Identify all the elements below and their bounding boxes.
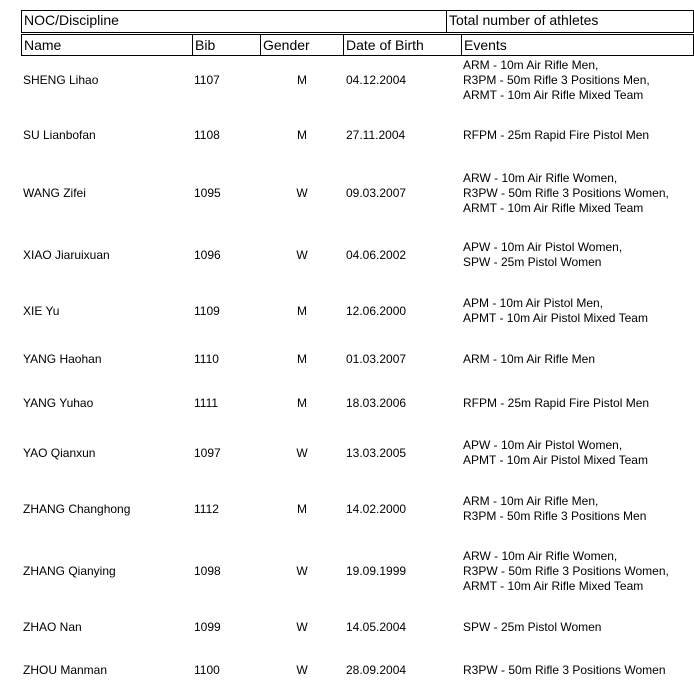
total-athletes-header — [446, 10, 694, 33]
discipline-label: NOC/Discipline — [24, 12, 119, 28]
event-line: ARW - 10m Air Rifle Women, — [463, 171, 618, 185]
event-line: ARMT - 10m Air Rifle Mixed Team — [463, 201, 644, 215]
athlete-dob: 01.03.2007 — [346, 352, 407, 366]
athlete-gender: W — [296, 248, 308, 262]
athlete-name: XIE Yu — [23, 304, 60, 318]
column-header-gender — [260, 34, 344, 56]
column-header-bib-label: Bib — [195, 37, 216, 53]
athlete-bib: 1112 — [194, 502, 219, 516]
athlete-events — [463, 549, 669, 594]
column-header-dob-label: Date of Birth — [346, 37, 424, 53]
athlete-gender: W — [296, 663, 308, 677]
athlete-bib: 1109 — [194, 304, 220, 318]
event-line: R3PM - 50m Rifle 3 Positions Men — [463, 509, 647, 523]
athlete-dob: 09.03.2007 — [346, 186, 407, 200]
event-line: ARM - 10m Air Rifle Men, — [463, 494, 599, 508]
athlete-gender: M — [297, 396, 307, 410]
athlete-bib: 1095 — [194, 186, 221, 200]
athlete-name: YANG Yuhao — [23, 396, 94, 410]
discipline-header — [21, 10, 447, 33]
event-line: SPW - 25m Pistol Women — [463, 620, 602, 634]
athlete-name: ZHANG Qianying — [23, 564, 116, 578]
athlete-events — [463, 352, 595, 367]
athlete-events — [463, 396, 649, 411]
athlete-name: ZHOU Manman — [23, 663, 108, 677]
event-line: ARM - 10m Air Rifle Men, — [463, 58, 599, 72]
athlete-dob: 04.12.2004 — [346, 73, 407, 87]
total-athletes-label: Total number of athletes — [449, 12, 599, 28]
athlete-dob: 13.03.2005 — [346, 446, 407, 460]
athlete-gender: M — [297, 304, 307, 318]
athlete-bib: 1099 — [194, 620, 221, 634]
event-line: APW - 10m Air Pistol Women, — [463, 240, 623, 254]
athlete-bib: 1111 — [194, 396, 219, 410]
event-line: R3PW - 50m Rifle 3 Positions Women, — [463, 186, 669, 200]
athlete-bib: 1107 — [194, 73, 220, 87]
athlete-events — [463, 240, 622, 270]
athlete-gender: M — [297, 128, 307, 142]
event-line: ARM - 10m Air Rifle Men — [463, 352, 596, 366]
athlete-name: YANG Haohan — [23, 352, 102, 366]
event-line: APM - 10m Air Pistol Men, — [463, 296, 604, 310]
event-line: APMT - 10m Air Pistol Mixed Team — [463, 311, 648, 325]
athlete-dob: 14.02.2000 — [346, 502, 407, 516]
column-header-events — [461, 34, 694, 56]
column-header-name — [21, 34, 193, 56]
athlete-events — [463, 663, 666, 678]
column-header-dob — [343, 34, 462, 56]
athlete-name: XIAO Jiaruixuan — [23, 248, 110, 262]
athlete-gender: W — [296, 564, 308, 578]
event-line: R3PW - 50m Rifle 3 Positions Women, — [463, 564, 669, 578]
athlete-name: SU Lianbofan — [23, 128, 96, 142]
column-header-name-label: Name — [24, 37, 62, 53]
event-line: ARMT - 10m Air Rifle Mixed Team — [463, 579, 644, 593]
athlete-dob: 18.03.2006 — [346, 396, 407, 410]
event-line: APMT - 10m Air Pistol Mixed Team — [463, 453, 648, 467]
column-header-bib — [192, 34, 261, 56]
athlete-events — [463, 438, 648, 468]
athlete-dob: 14.05.2004 — [346, 620, 407, 634]
athlete-bib: 1098 — [194, 564, 221, 578]
event-line: RFPM - 25m Rapid Fire Pistol Men — [463, 128, 650, 142]
athlete-dob: 27.11.2004 — [346, 128, 406, 142]
event-line: RFPM - 25m Rapid Fire Pistol Men — [463, 396, 650, 410]
athlete-events — [463, 171, 669, 216]
athlete-gender: W — [296, 186, 308, 200]
athlete-bib: 1096 — [194, 248, 221, 262]
event-line: APW - 10m Air Pistol Women, — [463, 438, 623, 452]
athlete-gender: W — [296, 446, 308, 460]
athlete-gender: W — [296, 620, 308, 634]
athlete-events — [463, 296, 648, 326]
event-line: SPW - 25m Pistol Women — [463, 255, 602, 269]
event-line: ARW - 10m Air Rifle Women, — [463, 549, 618, 563]
column-header-events-label: Events — [464, 37, 507, 53]
athlete-bib: 1110 — [194, 352, 219, 366]
column-header-gender-label: Gender — [263, 37, 310, 53]
athlete-name: ZHANG Changhong — [23, 502, 131, 516]
athlete-dob: 04.06.2002 — [346, 248, 407, 262]
event-line: ARMT - 10m Air Rifle Mixed Team — [463, 88, 644, 102]
athlete-gender: M — [297, 502, 307, 516]
athlete-gender: M — [297, 73, 307, 87]
athlete-name: SHENG Lihao — [23, 73, 99, 87]
event-line: R3PW - 50m Rifle 3 Positions Women — [463, 663, 666, 677]
athlete-bib: 1100 — [194, 663, 220, 677]
athlete-name: YAO Qianxun — [23, 446, 96, 460]
athlete-bib: 1108 — [194, 128, 220, 142]
athlete-dob: 19.09.1999 — [346, 564, 407, 578]
athlete-events — [463, 58, 650, 103]
athlete-events — [463, 494, 646, 524]
athlete-dob: 28.09.2004 — [346, 663, 407, 677]
athlete-gender: M — [297, 352, 307, 366]
athlete-events — [463, 128, 649, 143]
athlete-bib: 1097 — [194, 446, 221, 460]
athlete-name: WANG Zifei — [23, 186, 86, 200]
athlete-events — [463, 620, 601, 635]
athlete-dob: 12.06.2000 — [346, 304, 407, 318]
athlete-name: ZHAO Nan — [23, 620, 82, 634]
event-line: R3PM - 50m Rifle 3 Positions Men, — [463, 73, 650, 87]
